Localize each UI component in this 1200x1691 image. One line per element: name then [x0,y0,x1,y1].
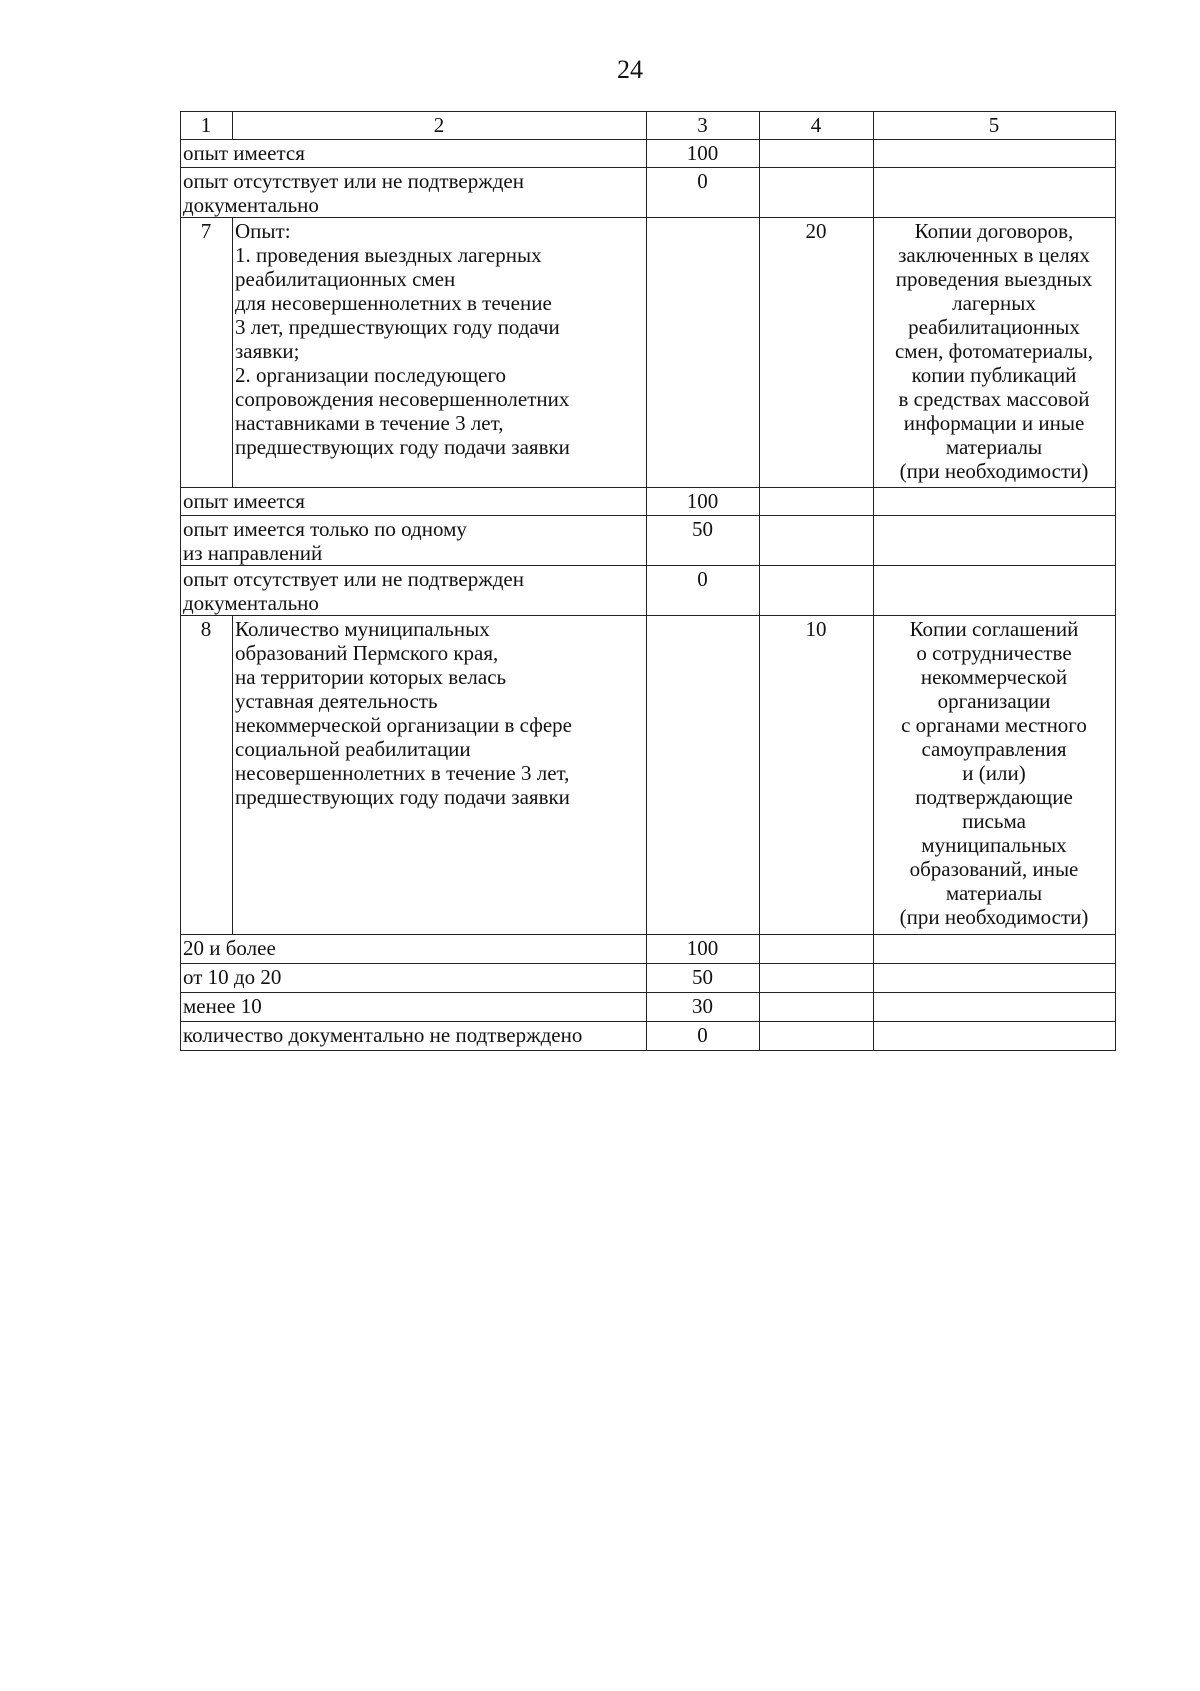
empty-cell [874,168,1116,218]
criterion-weight: 20 [760,218,874,488]
criterion-text: Опыт: 1. проведения выездных лагерных реабилитационных смен для несовершеннолетних в течение 3 лет, предшествующих году подачи заявки; 2. организации последующего сопровождения несовершеннолетних наставниками в течение 3 лет, предшествующих году подачи заявки [233,218,647,488]
criterion-row [181,218,1116,488]
criterion-weight: 10 [760,616,874,935]
empty-cell [760,168,874,218]
option-text: 20 и более [181,935,647,964]
option-score: 100 [647,140,760,168]
option-text: опыт имеется только по одному из направлений [181,516,647,566]
empty-cell [874,993,1116,1022]
table-row [181,964,1116,993]
table-row [181,1022,1116,1051]
empty-cell [760,516,874,566]
empty-cell [760,993,874,1022]
option-score: 50 [647,964,760,993]
table-row [181,168,1116,218]
option-text: опыт отсутствует или не подтвержден документально [181,566,647,616]
option-text: от 10 до 20 [181,964,647,993]
option-score: 50 [647,516,760,566]
empty-cell [874,964,1116,993]
criterion-documents: Копии соглашений о сотрудничестве некоммерческой организации с органами местного самоуправления и (или) подтверждающие письма муниципальных образований, иные материалы (при необходимости) [874,616,1116,935]
empty-cell [760,140,874,168]
criterion-documents: Копии договоров, заключенных в целях проведения выездных лагерных реабилитационных смен, фотоматериалы, копии публикаций в средствах массовой информации и иные материалы (при необходимости) [874,218,1116,488]
criterion-text: Количество муниципальных образований Пермского края, на территории которых велась уставная деятельность некоммерческой организации в сфере социальной реабилитации несовершеннолетних в течение 3 лет, предшествующих году подачи заявки [233,616,647,935]
table-header-row [181,112,1116,140]
header-cell: 4 [760,112,874,140]
option-text: опыт отсутствует или не подтвержден документально [181,168,647,218]
table-row [181,935,1116,964]
option-text: опыт имеется [181,140,647,168]
empty-cell [647,616,760,935]
header-cell: 2 [233,112,647,140]
criterion-row [181,616,1116,935]
empty-cell [874,140,1116,168]
empty-cell [874,1022,1116,1051]
header-cell: 3 [647,112,760,140]
table-row [181,516,1116,566]
empty-cell [874,566,1116,616]
option-score: 30 [647,993,760,1022]
option-score: 100 [647,488,760,516]
criteria-table [180,111,1116,1051]
page-number: 24 [617,55,643,84]
empty-cell [760,566,874,616]
empty-cell [874,516,1116,566]
empty-cell [874,488,1116,516]
criterion-number: 8 [181,616,233,935]
table-row [181,566,1116,616]
table-row [181,488,1116,516]
option-score: 0 [647,168,760,218]
header-cell: 5 [874,112,1116,140]
empty-cell [874,935,1116,964]
empty-cell [647,218,760,488]
table-row [181,140,1116,168]
header-cell: 1 [181,112,233,140]
option-score: 0 [647,566,760,616]
option-text: количество документально не подтверждено [181,1022,647,1051]
empty-cell [760,488,874,516]
empty-cell [760,935,874,964]
option-score: 100 [647,935,760,964]
option-text: опыт имеется [181,488,647,516]
criterion-number: 7 [181,218,233,488]
empty-cell [760,1022,874,1051]
empty-cell [760,964,874,993]
option-text: менее 10 [181,993,647,1022]
table-row [181,993,1116,1022]
option-score: 0 [647,1022,760,1051]
